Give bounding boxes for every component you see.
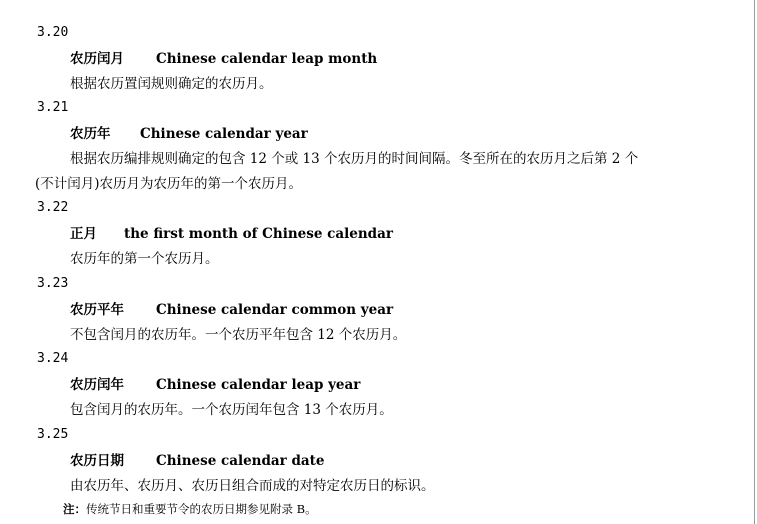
- entry-definition: 农历年的第一个农历月。: [70, 251, 219, 267]
- term-chinese: 正月: [70, 226, 97, 242]
- term-english: Chinese calendar year: [140, 126, 308, 142]
- entry-number: 3.23: [37, 276, 69, 291]
- term-english: the first month of Chinese calendar: [124, 226, 393, 242]
- term-chinese: 农历平年: [70, 302, 124, 318]
- entry-number: 3.22: [37, 200, 69, 215]
- term-chinese: 农历闰月: [70, 51, 124, 67]
- term-english: Chinese calendar leap month: [156, 51, 378, 67]
- entry-definition-continued: (不计闰月)农历月为农历年的第一个农历月。: [35, 176, 303, 192]
- entry-term: [70, 225, 393, 243]
- entry-definition: 根据农历置闰规则确定的农历月。: [70, 76, 273, 92]
- entry-number: 3.20: [37, 25, 69, 40]
- entry-term: [70, 301, 393, 319]
- page-edge-divider: [754, 0, 755, 524]
- entry-term: [70, 50, 377, 68]
- entry-term: [70, 125, 308, 143]
- term-chinese: 农历年: [70, 126, 111, 142]
- term-english: Chinese calendar date: [156, 453, 325, 469]
- entry-number: 3.21: [37, 100, 69, 115]
- entry-term: [70, 376, 360, 394]
- note-text: 传统节日和重要节令的农历日期参见附录 B。: [86, 502, 317, 516]
- entry-definition: 根据农历编排规则确定的包含 12 个或 13 个农历月的时间间隔。冬至所在的农历月之后第 2 个: [70, 151, 639, 167]
- term-chinese: 农历闰年: [70, 377, 124, 393]
- note-label: 注：: [63, 502, 86, 516]
- term-chinese: 农历日期: [70, 453, 124, 469]
- entry-number: 3.25: [37, 427, 69, 442]
- entry-definition: 不包含闰月的农历年。一个农历平年包含 12 个农历月。: [70, 327, 407, 343]
- entry-definition: 由农历年、农历月、农历日组合而成的对特定农历日的标识。: [70, 478, 435, 494]
- note: [63, 501, 317, 517]
- entry-definition: 包含闰月的农历年。一个农历闰年包含 13 个农历月。: [70, 402, 393, 418]
- term-english: Chinese calendar common year: [156, 302, 394, 318]
- entry-term: [70, 452, 325, 470]
- term-english: Chinese calendar leap year: [156, 377, 361, 393]
- entry-number: 3.24: [37, 351, 69, 366]
